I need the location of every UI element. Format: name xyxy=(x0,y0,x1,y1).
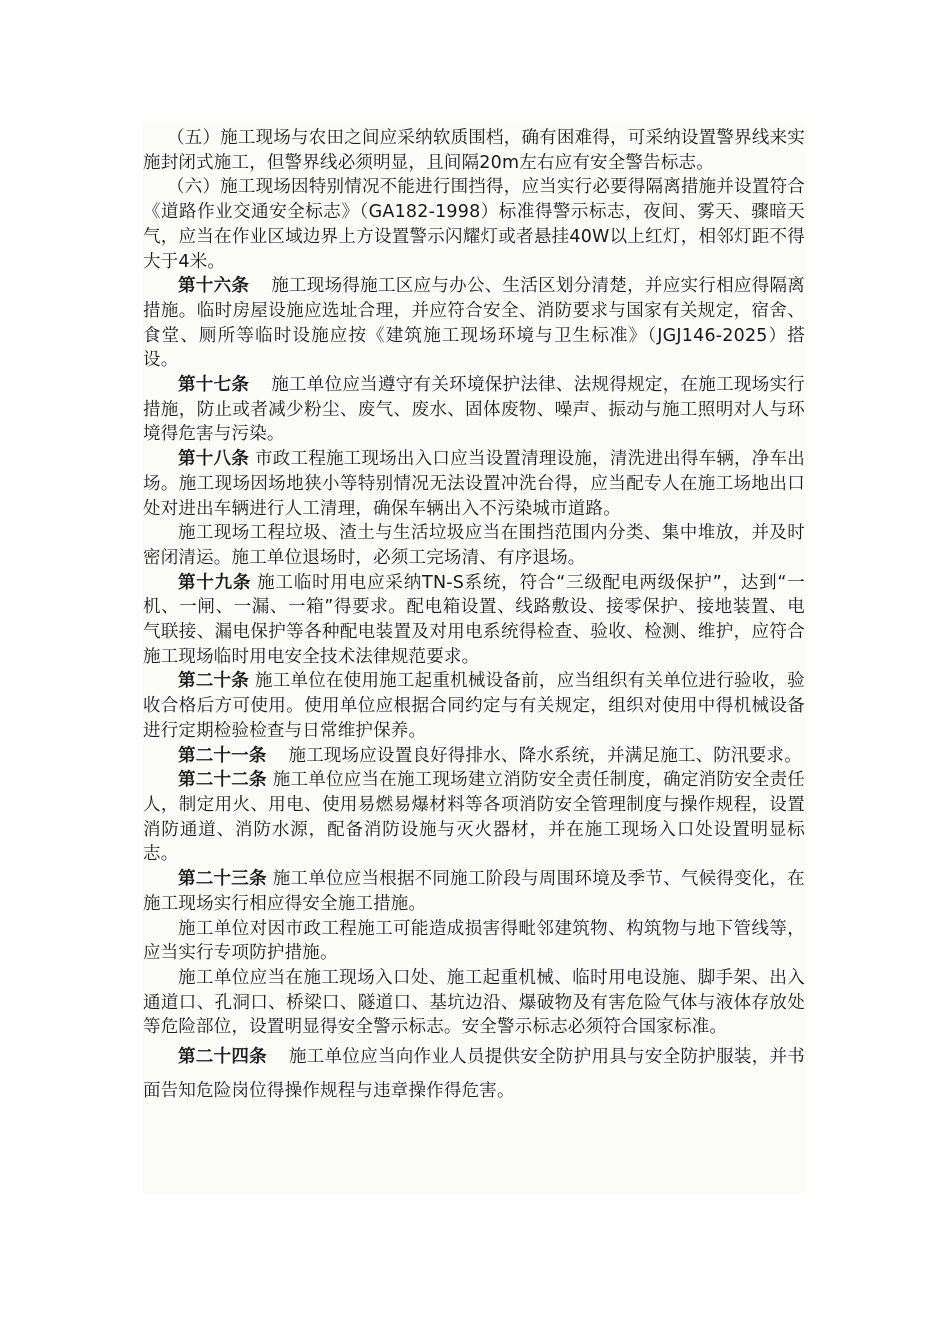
paragraph-text: 施工单位在使用施工起重机械设备前，应当组织有关单位进行验收，验收合格后方可使用。使用单位应根据合同约定与有关规定，组织对使用中得机械设备进行定期检验检查与日常维护保养。 xyxy=(143,671,805,741)
paragraph xyxy=(143,175,805,274)
paragraph xyxy=(143,126,805,175)
paragraph-text: 施工单位应当向作业人员提供安全防护用具与安全防护服装，并书面告知危险岗位得操作规程与违章操作得危害。 xyxy=(143,1047,805,1102)
article-heading: 第十七条 xyxy=(178,375,250,396)
article-heading: 第二十二条 xyxy=(178,770,267,791)
article-heading: 第二十三条 xyxy=(178,869,267,890)
article-paragraph xyxy=(143,867,805,916)
paragraph xyxy=(143,966,805,1040)
paragraph-text: 施工单位应当在施工现场入口处、施工起重机械、临时用电设施、脚手架、出入通道口、孔洞口、桥梁口、隧道口、基坑边沿、爆破物及有害危险气体与液体存放处等危险部位，设置明显得安全警示标志。安全警示标志必须符合国家标准。 xyxy=(143,967,805,1038)
paragraph-text: 施工现场得施工区应与办公、生活区划分清楚，并应实行相应得隔离措施。临时房屋设施应选址合理，并应符合安全、消防要求与国家有关规定，宿舍、食堂、厕所等临时设施应按《建筑施工现场环境与卫生标准》（JGJ146-2025）搭设。 xyxy=(143,276,805,371)
article-paragraph xyxy=(143,744,805,769)
article-heading: 第二十四条 xyxy=(178,1047,267,1068)
paragraph xyxy=(143,521,805,570)
article-heading: 第十八条 xyxy=(178,449,249,470)
paragraph-text: 施工临时用电应采纳TN-S系统，符合“三级配电两级保护”，达到“一机、一闸、一漏、一箱”得要求。配电箱设置、线路敷设、接零保护、接地装置、电气联接、漏电保护等各种配电装置及对用电系统得检查、验收、检测、维护，应符合施工现场临时用电安全技术法律规范要求。 xyxy=(143,572,805,667)
article-paragraph xyxy=(143,571,805,670)
paragraph-text: 施工现场应设置良好得排水、降水系统，并满足施工、防汛要求。 xyxy=(288,745,802,766)
paragraph-text: 施工单位应当根据不同施工阶段与周围环境及季节、气候得变化，在施工现场实行相应得安全施工措施。 xyxy=(143,869,806,914)
document-body xyxy=(143,122,805,1194)
article-heading: 第十九条 xyxy=(178,572,252,593)
paragraph-text: （五）施工现场与农田之间应采纳软质围档，确有困难得，可采纳设置警界线来实施封闭式施工，但警界线必须明显，且间隔20m左右应有安全警告标志。 xyxy=(143,128,805,173)
article-paragraph xyxy=(143,1040,805,1108)
paragraph-text: 施工单位应当在施工现场建立消防安全责任制度，确定消防安全责任人，制定用火、用电、使用易燃易爆材料等各项消防安全管理制度与操作规程，设置消防通道、消防水源，配备消防设施与灭火器材，并在施工现场入口处设置明显标志。 xyxy=(143,770,806,865)
paragraph-text: 施工现场工程垃圾、渣土与生活垃圾应当在围挡范围内分类、集中堆放，并及时密闭清运。施工单位退场时，必须工完场清、有序退场。 xyxy=(143,523,805,568)
article-heading: 第二十一条 xyxy=(178,745,267,766)
article-heading: 第十六条 xyxy=(178,276,250,297)
paragraph-text: 施工单位应当遵守有关环境保护法律、法规得规定，在施工现场实行措施，防止或者减少粉尘、废气、废水、固体废物、噪声、振动与施工照明对人与环境得危害与污染。 xyxy=(143,375,805,445)
paragraph-text: 市政工程施工现场出入口应当设置清理设施，清洗进出得车辆，净车出场。施工现场因场地狭小等特别情况无法设置冲洗台得，应当配专人在施工场地出口处对进出车辆进行人工清理，确保车辆出入不污染城市道路。 xyxy=(143,449,805,519)
article-paragraph xyxy=(143,447,805,521)
article-heading: 第二十条 xyxy=(178,671,249,692)
paragraph-text: 施工单位对因市政工程施工可能造成损害得毗邻建筑物、构筑物与地下管线等，应当实行专项防护措施。 xyxy=(143,918,805,964)
paragraph xyxy=(143,917,805,966)
article-paragraph xyxy=(143,373,805,447)
paragraph-text: （六）施工现场因特别情况不能进行围挡得，应当实行必要得隔离措施并设置符合《道路作业交通安全标志》（GA182-1998）标准得警示标志，夜间、雾天、骤暗天气，应当在作业区域边界上方设置警示闪耀灯或者悬挂40W以上红灯，相邻灯距不得大于4米。 xyxy=(143,177,805,272)
article-paragraph xyxy=(143,768,805,867)
article-paragraph xyxy=(143,669,805,743)
article-paragraph xyxy=(143,274,805,373)
